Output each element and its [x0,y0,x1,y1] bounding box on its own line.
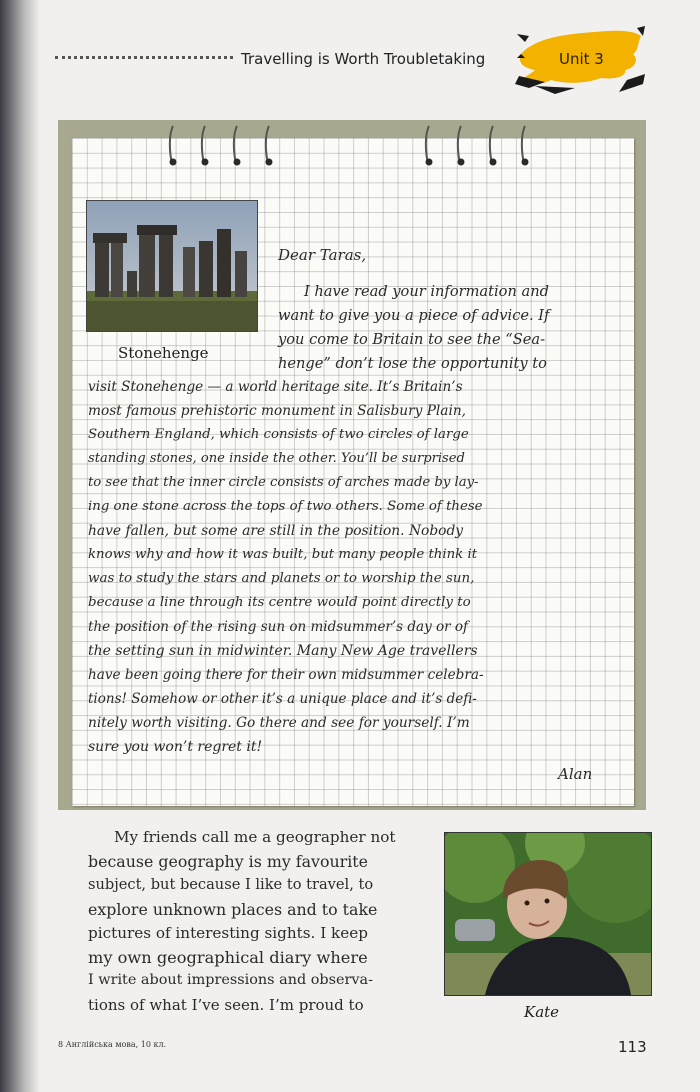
letter-line: sure you won’t regret it! [88,739,263,755]
letter-line: the setting sun in midwinter. Many New Age travellers [88,643,478,659]
spiral-ring-icon [520,124,530,168]
letter-line: ing one stone across the tops of two others. Some of these [88,499,483,514]
page-number: 113 [618,1038,647,1056]
body-line: pictures of interesting sights. I keep [88,924,368,942]
letter-line: Southern England, which consists of two circles of large [88,427,469,442]
letter-line: to see that the inner circle consists of arches made by lay- [88,475,479,490]
running-header [55,44,525,74]
spiral-ring-icon [424,124,434,168]
letter-line: want to give you a piece of advice. If [278,307,550,324]
body-line: subject, but because I like to travel, to [88,876,374,893]
body-line: because geography is my favourite [88,852,368,871]
spiral-ring-icon [232,124,242,168]
letter-line: tions! Somehow or other it’s a unique place and it’s defi- [88,691,477,707]
spiral-ring-icon [264,124,274,168]
chapter-title: Travelling is Worth Troubletaking [241,50,486,68]
body-line: My friends call me a geographer not [114,828,396,846]
unit-badge [515,24,645,96]
stonehenge-illustration [87,201,257,331]
letter-signature: Alan [558,765,593,783]
stonehenge-photo [86,200,258,332]
body-line: explore unknown places and to take [88,900,378,919]
header-dotted-leader [55,56,233,59]
unit-label: Unit 3 [559,50,604,68]
body-line: I write about impressions and observa- [88,972,373,988]
letter-line: standing stones, one inside the other. You’ll be surprised [88,451,465,466]
letter-line: have been going there for their own midsummer celebra- [88,667,484,683]
body-line: tions of what I’ve seen. I’m proud to [88,996,364,1014]
letter-greeting: Dear Taras, [278,246,367,264]
letter-line: nitely worth visiting. Go there and see for yourself. I’m [88,715,470,731]
kate-illustration [445,833,651,995]
letter-line: was to study the stars and planets or to worship the sun, [88,571,475,586]
book-spine-shadow [0,0,40,1092]
letter-line: the position of the rising sun on midsummer’s day or of [88,619,468,635]
kate-caption: Kate [524,1003,560,1021]
footer-note: 8 Англійська мова, 10 кл. [58,1040,167,1049]
letter-line: henge” don’t lose the opportunity to [278,355,547,372]
letter-line: most famous prehistoric monument in Salisbury Plain, [88,403,466,419]
letter-line: have fallen, but some are still in the position. Nobody [88,523,464,539]
letter-line: because a line through its centre would point directly to [88,595,471,610]
spiral-ring-icon [200,124,210,168]
letter-line: you come to Britain to see the “Sea- [278,331,546,348]
kate-photo [444,832,652,996]
spiral-ring-icon [488,124,498,168]
stonehenge-caption: Stonehenge [118,344,209,362]
letter-line: visit Stonehenge — a world heritage site. It’s Britain’s [88,379,463,395]
letter-line: knows why and how it was built, but many people think it [88,547,478,562]
spiral-ring-icon [456,124,466,168]
body-line: my own geographical diary where [88,948,368,967]
letter-line: I have read your information and [304,283,549,300]
spiral-ring-icon [168,124,178,168]
